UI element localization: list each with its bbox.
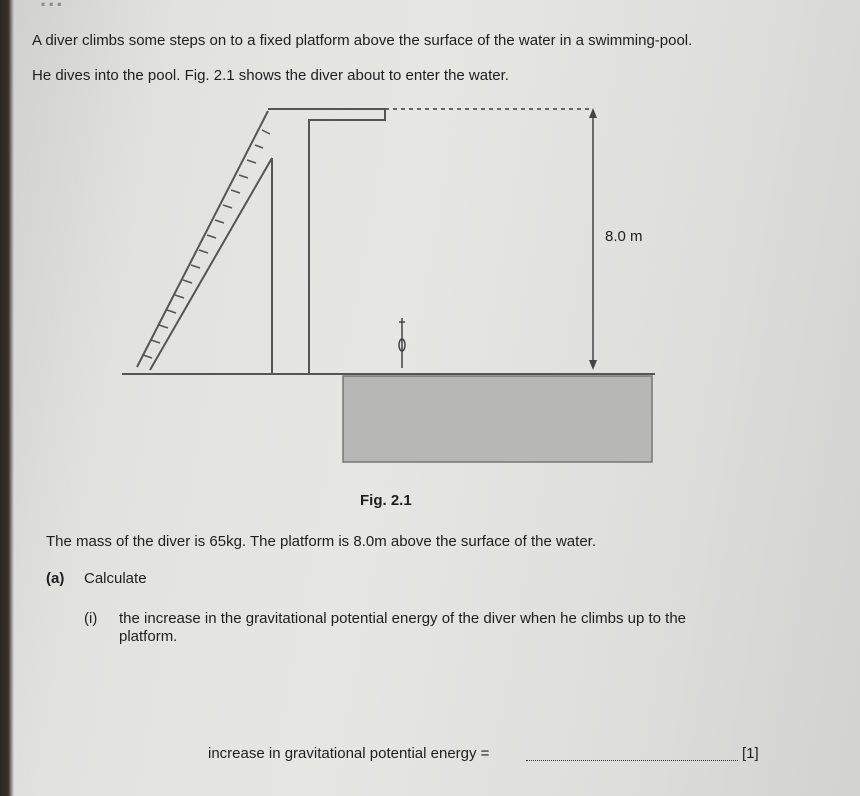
diver-figure-icon (399, 318, 405, 368)
answer-line[interactable] (526, 760, 738, 761)
steps-outline (150, 158, 272, 370)
pool-water (343, 376, 652, 462)
part-a-text: Calculate (84, 570, 147, 587)
arrow-head-up-icon (589, 108, 597, 118)
body-text: The mass of the diver is 65kg. The platform is 8.0m above the surface of the water. (46, 533, 596, 550)
handrail (137, 111, 268, 367)
intro-line-1: A diver climbs some steps on to a fixed platform above the surface of the water in a swimming-pool. (32, 32, 693, 49)
figure-caption: Fig. 2.1 (360, 492, 412, 509)
steps-rungs (143, 130, 270, 358)
part-i-label: (i) (84, 610, 98, 627)
part-a-label: (a) (46, 570, 65, 587)
marks-label: [1] (742, 745, 759, 762)
intro-line-2: He dives into the pool. Fig. 2.1 shows the diver about to enter the water. (32, 67, 509, 84)
height-label: 8.0 m (605, 228, 643, 245)
arrow-head-down-icon (589, 360, 597, 370)
part-i-line-2: platform. (119, 628, 178, 645)
answer-prompt: increase in gravitational potential energy = (208, 745, 490, 762)
part-i-line-1: the increase in the gravitational potential energy of the diver when he climbs up to the (119, 610, 687, 627)
platform-outline (268, 109, 385, 374)
